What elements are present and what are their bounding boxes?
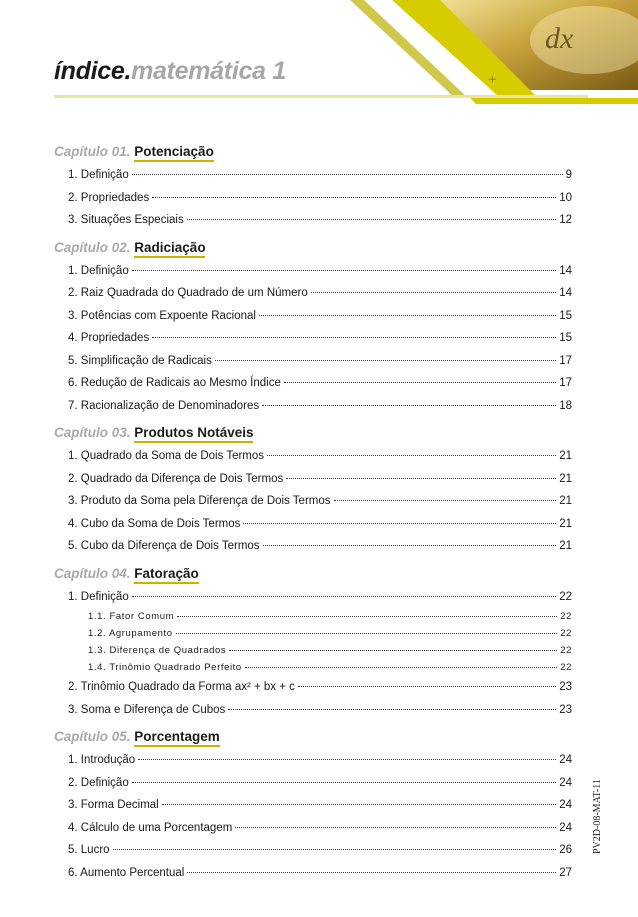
toc-entry[interactable] — [54, 350, 572, 373]
entry-label: 2. Raiz Quadrada do Quadrado de um Número — [68, 287, 308, 299]
dot-leader — [311, 292, 556, 293]
entry-label: 3. Soma e Diferença de Cubos — [68, 703, 226, 716]
entry-label: 1. Introdução — [68, 754, 136, 766]
chapter-heading — [54, 140, 572, 164]
chapter-title: Potenciação — [134, 144, 214, 159]
entry-page-number: 23 — [559, 703, 572, 716]
toc-entry[interactable] — [54, 490, 572, 513]
entry-page-number: 27 — [559, 866, 572, 879]
entry-page-number: 22 — [560, 645, 572, 656]
entry-page-number: 21 — [559, 540, 572, 552]
dot-leader — [162, 804, 556, 805]
toc-entry[interactable] — [54, 839, 572, 862]
entry-page-number: 23 — [559, 681, 572, 693]
title-sub: matemática 1 — [131, 57, 286, 85]
dot-leader — [132, 174, 563, 175]
entry-label: 2. Trinômio Quadrado da Forma ax² + bx + c — [68, 681, 295, 693]
entry-label: 7. Racionalização de Denominadores — [68, 399, 260, 412]
dot-leader — [152, 337, 556, 338]
chapter-heading — [54, 236, 572, 260]
entry-page-number: 22 — [560, 662, 572, 673]
entry-label: 3. Potências com Expoente Racional — [68, 309, 256, 322]
entry-label: 1. Definição — [68, 264, 129, 277]
entry-label: 1.4. Trinômio Quadrado Perfeito — [88, 662, 242, 673]
chapter-number: Capítulo 05. — [54, 729, 131, 744]
entry-page-number: 21 — [559, 450, 572, 462]
entry-page-number: 10 — [559, 191, 572, 204]
toc-entry[interactable] — [54, 862, 572, 885]
entry-label: 3. Situações Especiais — [68, 214, 184, 226]
toc-entry[interactable] — [54, 395, 572, 418]
chapter-number: Capítulo 03. — [54, 425, 131, 440]
toc-entry[interactable] — [54, 282, 572, 305]
chapter-number: Capítulo 01. — [54, 144, 131, 159]
chapter-entries — [54, 164, 572, 232]
dot-leader — [263, 545, 557, 546]
dot-leader — [286, 478, 556, 479]
chapter-title-underline — [134, 441, 253, 443]
title-rule — [54, 95, 588, 98]
toc-entry[interactable] — [54, 327, 572, 350]
entry-label: 4. Cubo da Soma de Dois Termos — [68, 517, 241, 530]
dot-leader — [138, 759, 556, 760]
page-title — [54, 56, 286, 86]
dot-leader — [132, 270, 556, 271]
dot-leader — [298, 686, 556, 687]
dot-leader — [132, 782, 556, 783]
dot-leader — [245, 667, 557, 668]
banner-dx-text: dx — [545, 22, 574, 55]
toc-entry[interactable] — [54, 817, 572, 840]
toc-entry[interactable] — [54, 468, 572, 491]
dot-leader — [284, 382, 556, 383]
chapter-title: Porcentagem — [134, 729, 220, 744]
toc-entry[interactable] — [54, 535, 572, 558]
toc-entry[interactable] — [54, 513, 572, 536]
entry-label: 1.3. Diferença de Quadrados — [88, 645, 227, 656]
dot-leader — [262, 405, 556, 406]
toc-entry[interactable] — [54, 260, 572, 283]
entry-page-number: 17 — [559, 354, 572, 367]
entry-page-number: 18 — [559, 399, 572, 412]
chapter-title-underline — [134, 745, 220, 747]
dot-leader — [187, 872, 556, 873]
chapter-entries — [54, 586, 572, 722]
entry-page-number: 22 — [560, 611, 572, 622]
chapter-title-underline — [134, 160, 214, 162]
chapter-title: Radiciação — [134, 239, 206, 255]
dot-leader — [187, 219, 557, 220]
entry-label: 6. Redução de Radicais ao Mesmo Índice — [68, 377, 281, 389]
dot-leader — [334, 500, 557, 501]
entry-page-number: 12 — [559, 214, 572, 226]
entry-page-number: 21 — [559, 495, 572, 507]
chapter-number: Capítulo 04. — [54, 565, 131, 581]
entry-page-number: 15 — [559, 309, 572, 322]
entry-label: 4. Propriedades — [68, 332, 150, 344]
dot-leader — [259, 315, 556, 316]
chapter-heading — [54, 421, 572, 445]
toc-entry[interactable] — [54, 209, 572, 232]
chapter-entries — [54, 260, 572, 418]
entry-label: 1. Definição — [68, 590, 129, 603]
toc-entry[interactable] — [54, 305, 572, 328]
dot-leader — [113, 849, 557, 850]
dot-leader — [235, 827, 556, 828]
chapter-number: Capítulo 02. — [54, 239, 131, 255]
entry-label: 1. Quadrado da Soma de Dois Termos — [68, 450, 265, 462]
toc-entry[interactable] — [54, 749, 572, 772]
toc-entry[interactable] — [54, 699, 572, 722]
chapter-title-underline — [134, 256, 205, 258]
dot-leader — [152, 197, 556, 198]
toc-entry[interactable] — [54, 794, 572, 817]
toc-entry[interactable] — [54, 445, 572, 468]
dot-leader — [229, 650, 557, 651]
entry-page-number: 24 — [559, 799, 572, 811]
dot-leader — [132, 596, 556, 597]
entry-label: 3. Produto da Soma pela Diferença de Dois Termos — [68, 495, 331, 507]
chapter-heading — [54, 725, 572, 749]
chapter-title: Produtos Notáveis — [134, 425, 254, 440]
entry-label: 1.1. Fator Comum — [88, 611, 175, 622]
entry-label: 4. Cálculo de uma Porcentagem — [68, 821, 233, 834]
side-code: PV2D-08-MAT-11 — [592, 779, 603, 854]
dot-leader — [176, 633, 558, 634]
toc-subentry[interactable] — [54, 659, 572, 676]
toc-entry[interactable] — [54, 772, 572, 795]
entry-label: 5. Lucro — [68, 844, 110, 856]
entry-page-number: 26 — [559, 844, 572, 856]
chapter-entries — [54, 445, 572, 558]
toc-entry[interactable] — [54, 372, 572, 395]
entry-page-number: 9 — [565, 169, 572, 181]
dot-leader — [215, 360, 556, 361]
toc-entry[interactable] — [54, 187, 572, 210]
entry-label: 6. Aumento Percentual — [68, 866, 185, 879]
entry-label: 5. Simplificação de Radicais — [68, 354, 212, 367]
toc-subentry[interactable] — [54, 642, 572, 659]
toc-subentry[interactable] — [54, 608, 572, 625]
table-of-contents — [54, 140, 572, 888]
entry-page-number: 17 — [559, 377, 572, 389]
entry-label: 1.2. Agrupamento — [88, 628, 173, 639]
entry-label: 2. Propriedades — [68, 191, 150, 204]
entry-page-number: 14 — [559, 264, 572, 277]
chapter-heading — [54, 562, 572, 586]
toc-entry[interactable] — [54, 676, 572, 699]
chapter-entries — [54, 749, 572, 884]
chapter-title-underline — [134, 582, 199, 584]
entry-page-number: 24 — [559, 776, 572, 789]
entry-label: 3. Forma Decimal — [68, 799, 159, 811]
entry-page-number: 24 — [559, 754, 572, 766]
entry-page-number: 22 — [560, 628, 572, 639]
dot-leader — [177, 616, 557, 617]
entry-page-number: 21 — [559, 517, 572, 530]
toc-entry[interactable] — [54, 586, 572, 609]
toc-subentry[interactable] — [54, 625, 572, 642]
entry-page-number: 14 — [559, 287, 572, 299]
entry-page-number: 22 — [559, 590, 572, 603]
title-main: índice. — [54, 57, 132, 85]
dot-leader — [267, 455, 556, 456]
entry-label: 2. Definição — [68, 776, 129, 789]
entry-label: 1. Definição — [68, 169, 129, 181]
dot-leader — [228, 709, 556, 710]
toc-entry[interactable] — [54, 164, 572, 187]
entry-page-number: 24 — [559, 821, 572, 834]
entry-label: 2. Quadrado da Diferença de Dois Termos — [68, 472, 284, 485]
entry-page-number: 21 — [559, 472, 572, 485]
entry-label: 5. Cubo da Diferença de Dois Termos — [68, 540, 260, 552]
chapter-title: Fatoração — [134, 565, 199, 581]
svg-text:+: + — [488, 72, 497, 88]
entry-page-number: 15 — [559, 332, 572, 344]
dot-leader — [243, 523, 556, 524]
